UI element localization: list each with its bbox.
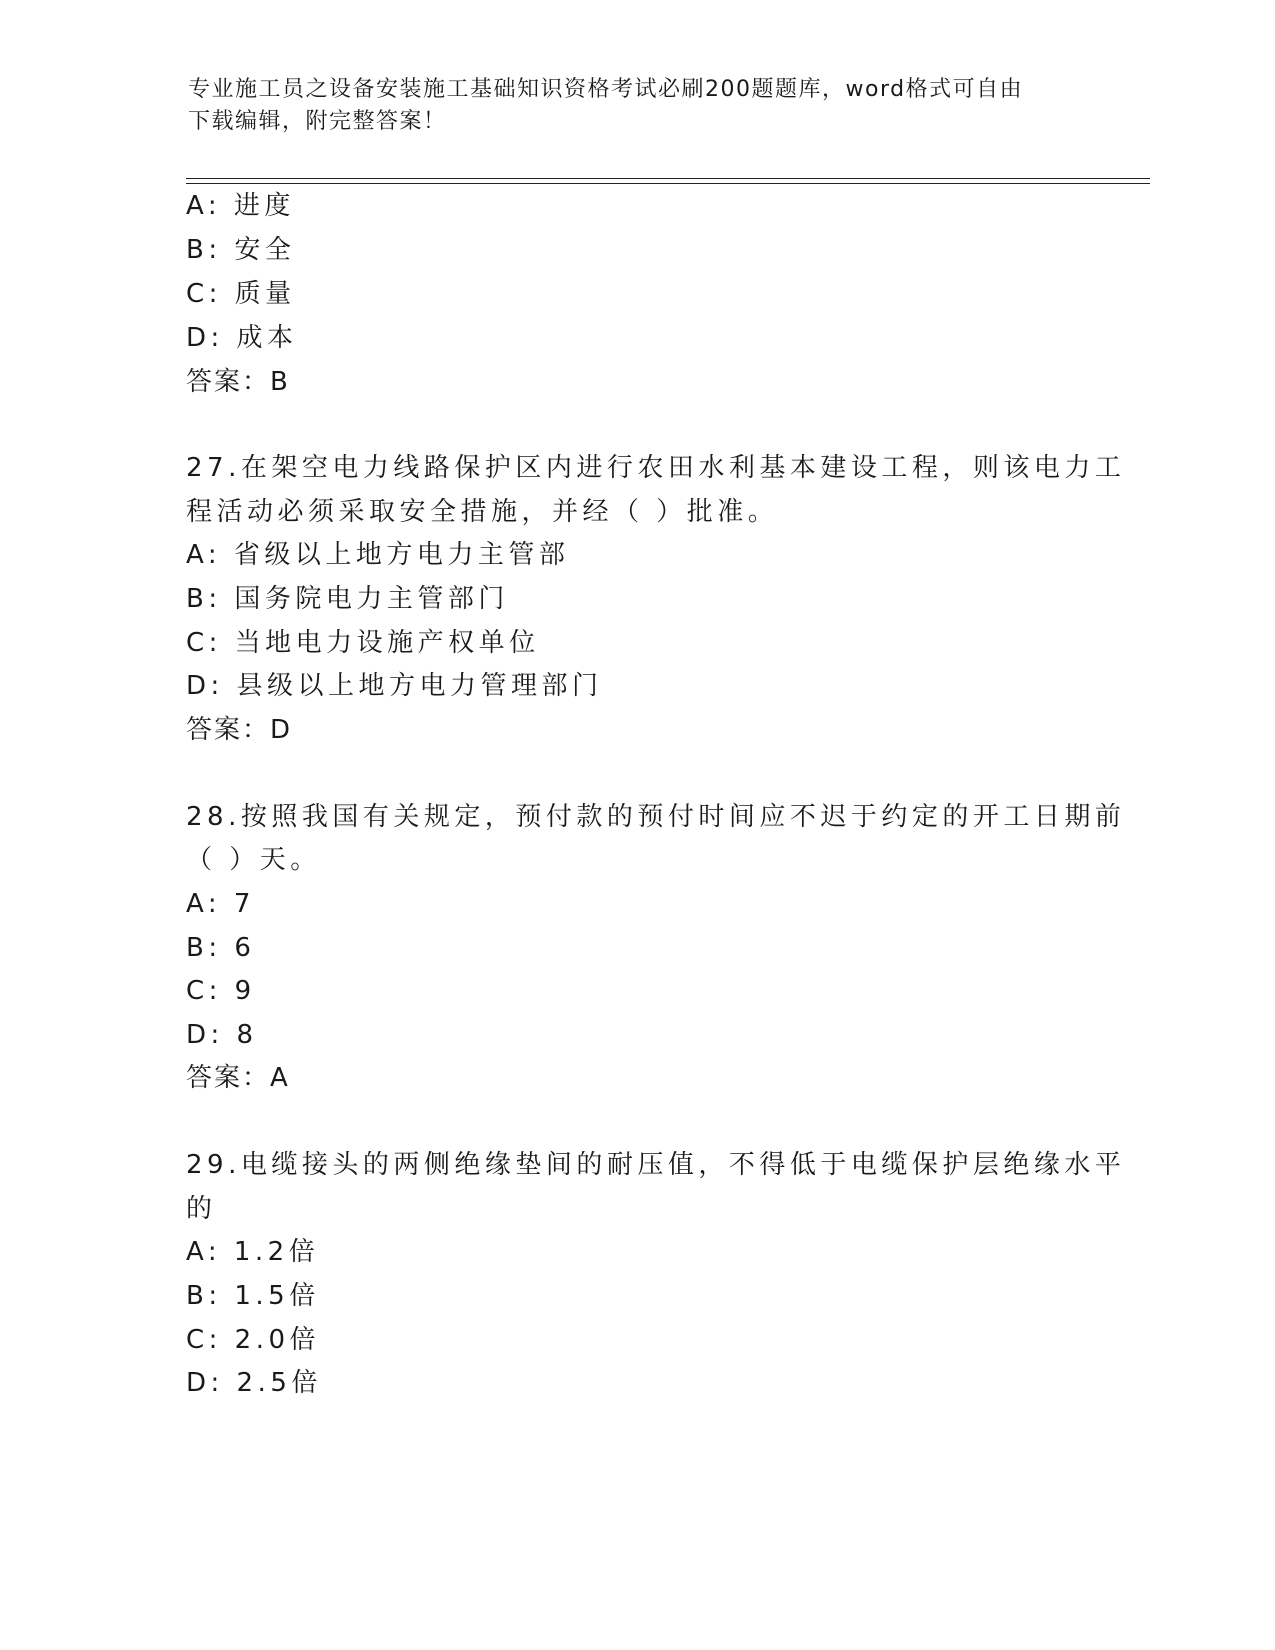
q28-stem-line-2: （ ）天。 — [186, 845, 321, 875]
q28-answer: 答案：A — [186, 1063, 290, 1093]
q29-option-d: D: 2.5倍 — [186, 1368, 322, 1398]
q29-option-c: C: 2.0倍 — [186, 1325, 321, 1355]
q28-stem-line-1: 28.按照我国有关规定，预付款的预付时间应不迟于约定的开工日期前 — [186, 802, 1126, 832]
q28-option-c: C: 9 — [186, 976, 256, 1006]
q27-stem-line-2: 程活动必须采取安全措施，并经（ ）批准。 — [186, 497, 779, 527]
q27-option-a: A: 省级以上地方电力主管部 — [186, 540, 570, 570]
q29-stem-line-1: 29.电缆接头的两侧绝缘垫间的耐压值，不得低于电缆保护层绝缘水平 — [186, 1150, 1126, 1180]
q27-option-c: C: 当地电力设施产权单位 — [186, 628, 540, 658]
q26-option-a: A: 进度 — [186, 191, 295, 221]
q29-option-b: B: 1.5倍 — [186, 1281, 320, 1311]
header-divider-bottom — [186, 183, 1150, 184]
document-header — [188, 74, 1068, 138]
q26-answer: 答案：B — [186, 367, 290, 397]
q26-option-c: C: 质量 — [186, 279, 296, 309]
q28-option-d: D: 8 — [186, 1020, 258, 1050]
q28-option-a: A: 7 — [186, 889, 255, 919]
q27-stem-line-1: 27.在架空电力线路保护区内进行农田水利基本建设工程，则该电力工 — [186, 453, 1126, 483]
q27-answer: 答案：D — [186, 715, 293, 745]
q27-option-b: B: 国务院电力主管部门 — [186, 584, 509, 614]
header-divider-top — [186, 178, 1150, 179]
q27-option-d: D: 县级以上地方电力管理部门 — [186, 671, 603, 701]
header-line-1: 专业施工员之设备安装施工基础知识资格考试必刷200题题库，word格式可自由 — [188, 77, 1024, 102]
q29-option-a: A: 1.2倍 — [186, 1237, 320, 1267]
q29-stem-line-2: 的 — [186, 1194, 217, 1224]
q26-option-d: D: 成本 — [186, 323, 298, 353]
q28-option-b: B: 6 — [186, 933, 256, 963]
q26-option-b: B: 安全 — [186, 235, 296, 265]
header-line-2: 下载编辑，附完整答案！ — [188, 109, 447, 134]
